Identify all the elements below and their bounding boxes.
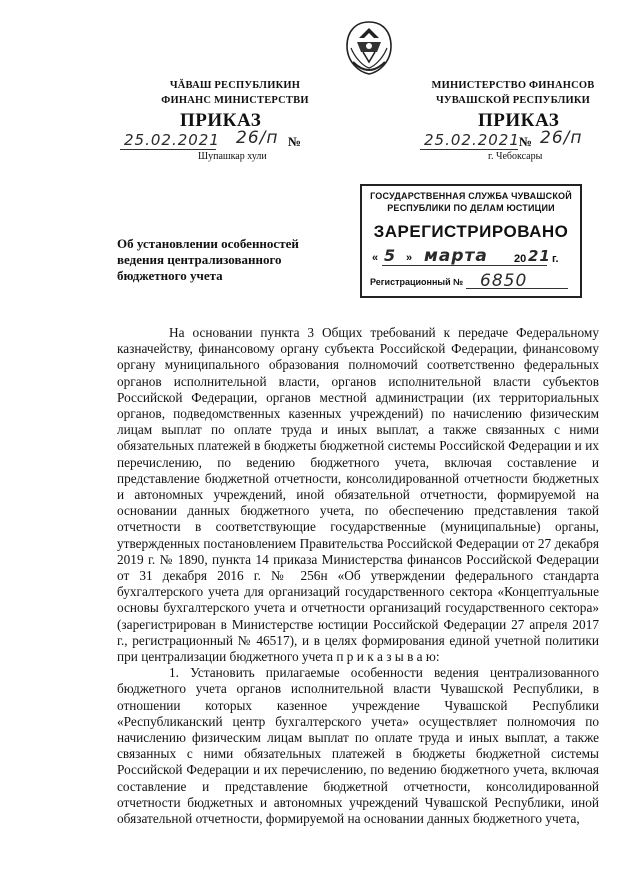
document-title	[117, 236, 347, 284]
left-header-line1: ЧĂВАШ РЕСПУБЛИКИН	[169, 80, 301, 91]
stamp-reg-row	[362, 272, 580, 292]
left-number-label: №	[288, 134, 302, 149]
right-city: г. Чебоксары	[488, 151, 543, 162]
body-paragraph-1: На основании пункта 3 Общих требований к передаче Федеральному казначейству, финансовому органу субъекта Российской Федерации, финансовому органу муниципального образования полномочий соответственно федеральных органов исполнительной власти, органов исполнительной власти субъектов Российской Федерации, органов местной администрации (их территориальных органов, подведомственных казенных учреждений) по начислению физическим лицам выплат по оплате труда и иных выплат, а также связанных с ними обязательных платежей в бюджеты бюджетной системы Российской Федерации и их перечислению, по ведению бюджетного учета, включая составление и представление бюджетной отчетности, консолидированной отчетности бюджетных и автономных учреждений, иной обязательной отчетности, формируемой на основании данных бюджетного учета, по обеспечению представления такой отчетности в соответствующие государственные (муниципальные) органы, утвержденных постановлением Правительства Российской Федерации от 27 декабря 2019 г. № 1890, пункта 14 приказа Министерства финансов Российской Федерации от 31 декабря 2016 г. № 256н «Об утверждении федерального стандарта бухгалтерского учета для организаций государственного сектора «Концептуальные основы бухгалтерского учета и отчетности организаций государственного сектора» (зарегистрирован в Министерстве юстиции Российской Федерации 27 апреля 2017 г., регистрационный № 46517), и в целях формирования единой учетной политики при централизации бюджетного учета п р и к а з ы в а ю:	[117, 325, 599, 665]
right-header-line1: МИНИСТЕРСТВО ФИНАНСОВ	[431, 80, 595, 91]
stamp-registered: ЗАРЕГИСТРИРОВАНО	[373, 222, 569, 241]
body-paragraph-2: 1. Установить прилагаемые особенности ведения централизованного бюджетного учета органов исполнительной власти Чувашской Республики, в отношении которых казенное учреждение Чувашской Республики «Республиканский центр бухгалтерского учета» осуществляет полномочия по начислению физическим лицам выплат по оплате труда и иных выплат, а также связанных с ними обязательных платежей в бюджеты бюджетной системы Российской Федерации и их перечислению, по ведению бюджетного учета, включая составление и представление бюджетной отчетности, консолидированной отчетности бюджетных и автономных учреждений Чувашской Республики, иной обязательной отчетности, формируемой на основании данных бюджетного учета,	[117, 665, 599, 827]
stamp-header	[362, 190, 580, 214]
stamp-quote-close: »	[406, 252, 413, 264]
right-date-handwritten: 25.02.2021	[424, 131, 520, 149]
stamp-reg-underline	[466, 288, 568, 289]
stamp-month: марта	[424, 246, 488, 266]
left-date-underline	[120, 149, 216, 150]
left-number-handwritten: 26/п	[236, 128, 279, 148]
stamp-year-unit: г.	[552, 253, 559, 265]
stamp-reg-label: Регистрационный №	[370, 277, 464, 287]
right-date-underline	[420, 149, 518, 150]
stamp-line1: ГОСУДАРСТВЕННАЯ СЛУЖБА ЧУВАШСКОЙ	[370, 191, 572, 201]
stamp-reg-number: 6850	[480, 271, 528, 291]
left-city: Шупашкар хули	[198, 151, 267, 162]
title-line3: бюджетного учета	[117, 268, 223, 283]
right-number-label: №	[519, 134, 533, 149]
left-date-handwritten: 25.02.2021	[124, 131, 220, 149]
stamp-quote-open: «	[372, 252, 379, 264]
stamp-year-prefix: 20	[514, 253, 527, 265]
coat-of-arms-icon	[341, 18, 397, 76]
stamp-date-row	[362, 248, 580, 270]
document-body	[117, 325, 599, 827]
coat-of-arms-emblem	[341, 18, 397, 76]
stamp-day: 5	[384, 246, 397, 265]
right-header-line2: ЧУВАШСКОЙ РЕСПУБЛИКИ	[435, 95, 591, 106]
registration-stamp	[360, 184, 582, 298]
left-prikaz-title: ПРИКАЗ	[180, 110, 262, 131]
stamp-line2: РЕСПУБЛИКИ ПО ДЕЛАМ ЮСТИЦИИ	[387, 203, 555, 213]
right-number-handwritten: 26/п	[540, 128, 583, 148]
right-prikaz-title: ПРИКАЗ	[478, 110, 560, 131]
stamp-year-suffix: 21	[528, 247, 551, 265]
stamp-date-underline	[382, 265, 547, 266]
right-header	[428, 78, 598, 108]
left-header-line2: ФИНАНС МИНИСТЕРСТВИ	[161, 95, 309, 106]
title-line1: Об установлении особенностей	[117, 236, 299, 251]
left-header	[150, 78, 320, 108]
title-line2: ведения централизованного	[117, 252, 282, 267]
